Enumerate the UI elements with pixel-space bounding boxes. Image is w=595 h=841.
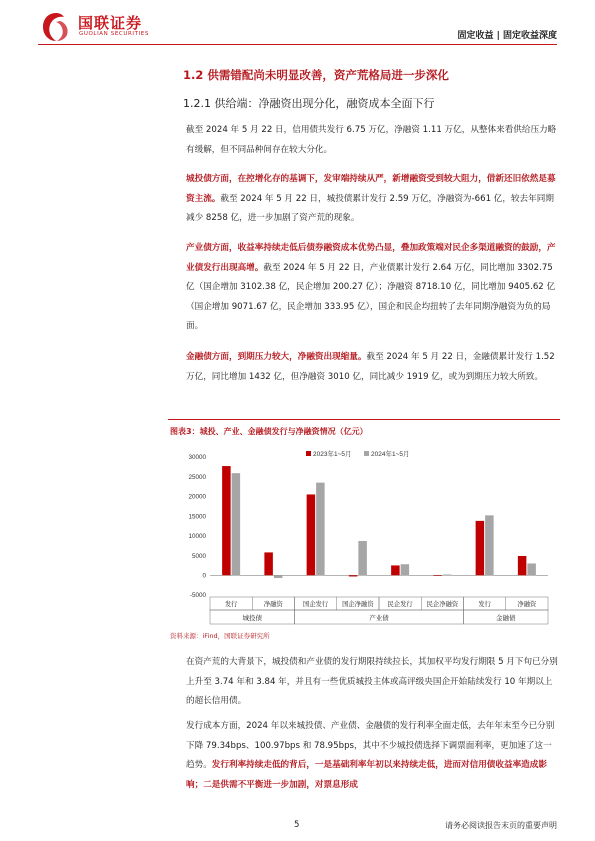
category-label: 国企发行: [303, 601, 329, 608]
footer-notice: 请务必阅读报告末页的重要声明: [445, 821, 557, 830]
bar-chart: [168, 440, 560, 636]
subsection-heading: 1.2.1 供给端：净融资出现分化，融资成本全面下行: [183, 97, 435, 110]
group-label: 产业债: [369, 614, 389, 622]
group-label: 金融债: [496, 614, 516, 622]
guolian-logo-icon: [40, 11, 72, 43]
paragraph-text: 截至 2024 年 5 月 22 日，信用债共发行 6.75 万亿，净融资 1.11 万亿，从整体来看供给压力略有缓解，但不同品种间存在较大分化。: [186, 125, 557, 155]
bar: [518, 556, 527, 575]
page-number: 5: [294, 820, 300, 830]
category-label: 国企净融资: [342, 601, 374, 608]
bar: [349, 575, 358, 576]
bar: [433, 575, 442, 576]
paragraph-text: 在资产荒的大背景下，城投债和产业债的发行期限持续拉长，其加权平均发行期限 5 月下旬已分别上升至 3.74 年和 3.84 年，并且有一些优质城投主体或高评级央国企开始陆续发行 10 年期以上的超长信用债。: [186, 657, 558, 707]
paragraph-text: 截至 2024 年 5 月 22 日，产业债累计发行 2.64 万亿，同比增加 3302.75 亿（国企增加 3102.38 亿，民企增加 200.27 亿）；净融资 8718.10 亿，同比增加 9405.62 亿（国企增加 9071.67 亿，民企增加 333.95 亿），国企和民企均扭转了去年同期净融资为负的局面。: [186, 262, 556, 332]
paragraph-text: 发行成本方面，2024 年以来城投债、产业债、金融债的发行利率全面走低，去年年末至今已分别下降 79.34bps、100.97bps 和 78.95bps，其中不少城投债选择下调票面利率，更加速了这一趋势。: [186, 721, 555, 771]
paragraph-financial: [168, 348, 560, 387]
section-heading: 1.2 供需错配尚未明显改善，资产荒格局进一步深化: [183, 68, 449, 82]
chart-bars: [222, 466, 536, 578]
chart-axis: [188, 454, 548, 599]
brand-name-en: GUOLIAN SECURITIES: [79, 31, 149, 37]
bar: [476, 521, 485, 575]
category-label: 净融资: [517, 601, 537, 608]
y-tick-label: 0: [202, 572, 206, 580]
paragraph-chengtou: [168, 170, 560, 229]
y-tick-label: 30000: [188, 454, 206, 462]
bar: [307, 494, 316, 575]
paragraph-overview: [168, 121, 560, 160]
paragraph-bold-text: 发行利率持续走低的背后，一是基础利率年初以来持续走低，进而对信用债收益率造成影响；二是供需不平衡进一步加剧，对票息形成: [186, 760, 547, 790]
paragraph-maturity: [168, 653, 560, 712]
figure-title: 图表3：城投、产业、金融债发行与净融资情况（亿元）: [170, 427, 368, 436]
category-label: 发行: [224, 601, 238, 608]
report-category: 固定收益 | 固定收益深度: [457, 31, 557, 41]
y-tick-label: 10000: [188, 533, 206, 541]
bar: [358, 541, 367, 575]
brand-name: 国联证券: [78, 14, 143, 32]
paragraph-industrial: [168, 239, 560, 337]
category-label: 民企净融资: [426, 601, 459, 608]
legend-swatch: [364, 451, 369, 456]
bar: [274, 575, 283, 578]
legend-label: 2024年1~5月: [371, 451, 410, 458]
category-label: 净融资: [263, 601, 283, 608]
legend-swatch: [306, 451, 311, 456]
chart-x-labels: [210, 597, 548, 624]
bar: [222, 466, 231, 575]
bar: [264, 552, 273, 575]
group-label: 城投债: [242, 614, 262, 622]
paragraph-bold-text: 城投债方面，在控增化存的基调下，发审端持续从严，新增融资受到较大阻力，借新还旧依然是募资主流。: [186, 174, 556, 204]
paragraph-cost: [168, 717, 560, 795]
page-header: [0, 0, 595, 56]
paragraph-bold-text: 金融债方面，到期压力较大，净融资出现缩量。: [186, 352, 367, 362]
bar: [485, 515, 494, 575]
y-tick-label: 5000: [191, 552, 206, 560]
paragraph-bold-text: 产业债方面，收益率持续走低后债券融资成本优势凸显，叠加政策端对民企多渠道融资的鼓励，产业债发行出现高增。: [186, 243, 556, 273]
bar: [401, 564, 410, 575]
y-tick-label: -5000: [189, 592, 206, 600]
bar: [316, 483, 325, 576]
paragraph-text: 截至 2024 年 5 月 22 日，金融债累计发行 1.52 万亿，同比增加 1432 亿，但净融资 3010 亿，同比减少 1919 亿，或为到期压力较大所致。: [186, 352, 555, 382]
bar: [443, 574, 452, 575]
y-tick-label: 20000: [188, 493, 206, 501]
legend-label: 2023年1~5月: [313, 451, 352, 458]
chart-legend: [306, 449, 410, 458]
category-label: 发行: [478, 601, 491, 608]
figure-source: 资料来源：iFind，国联证券研究所: [170, 632, 270, 640]
y-tick-label: 15000: [188, 513, 206, 521]
bar: [527, 563, 536, 575]
category-label: 民企发行: [387, 601, 413, 608]
header-divider: [38, 44, 557, 45]
y-tick-label: 25000: [188, 473, 206, 481]
paragraph-text: 截至 2024 年 5 月 22 日，城投债累计发行 2.59 万亿，净融资为-661 亿，较去年同期减少 8258 亿，进一步加剧了资产荒的现象。: [186, 193, 554, 224]
bar: [391, 565, 400, 575]
bar: [232, 473, 241, 575]
